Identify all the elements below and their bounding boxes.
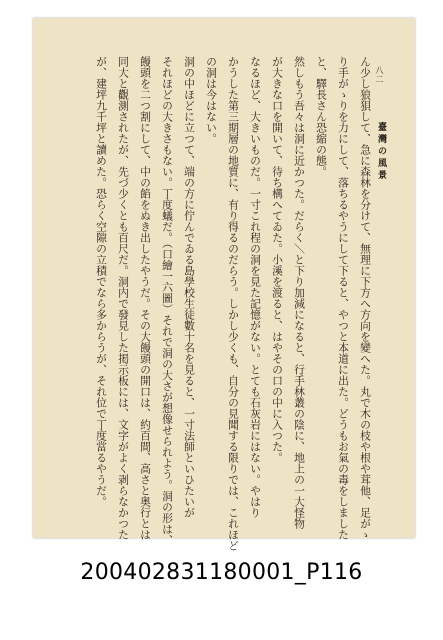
text-line: 然しもう吾々は洞に近かつた。だらく＼と下り加減になると、行手林叢の陰に、地上の一大怪物 [293,56,306,529]
text-line: と、驛長さん恐縮の態。 [315,56,328,177]
text-line: 同大と觀測されたが、先づ少くとも百尺だ。洞内で發見した掲示板には、文字がよく剥らなかつた [117,56,130,540]
text-line: それほどの大きさもない。丁度蟻だ。（口繪一六圖）それで洞の大さが想像せられよう。洞の形は、 [161,56,174,546]
book-page [33,18,415,551]
text-line: の洞は今はない。 [205,56,218,144]
text-line: り手がゝりを力にして、落ちるやうにして下ると、やつと本道に出た。どうもお氣の毒をしました [337,56,350,540]
text-line: 饅頭を二つ割にして、中の餡をぬき出したやうだ。その大饅頭の開口は、約百間、高さと奥行とは [139,56,152,540]
text-line: が、建坪九千坪と讀めた。恐らく空隙の立積でなら多からうが、それ位で丁度當るやうだ。 [95,56,108,507]
page-number: 八二 [375,66,384,84]
running-head: 臺灣の風景 [376,122,386,182]
text-line: なるほど、大きいものだ。一寸これ程の洞を見た記憶がない。とても石灰岩にはない。やはり [249,56,262,518]
body-text [81,56,372,551]
text-line: 洞の中ほどに立つて、端の方に佇んでゐる島學校生徒數十名を見ると、一寸法師といひたいが [183,56,196,518]
image-caption: 200402831180001_P116 [80,560,363,585]
text-line: が大きな口を開いて、待ち構へてゐた。小溪を渡ると、はやその口の中に入つた。 [271,56,284,463]
text-line: かうした第三期層の地質に、有り得るのだらう。しかし少くも、自分の見聞する限りでは、これほど [227,56,240,551]
text-line: ん少し狼狽して、急に森林を分けて、無理に下方へ方向を變へた。丸で木の枝や根や茸他、足がゝ [359,56,372,540]
